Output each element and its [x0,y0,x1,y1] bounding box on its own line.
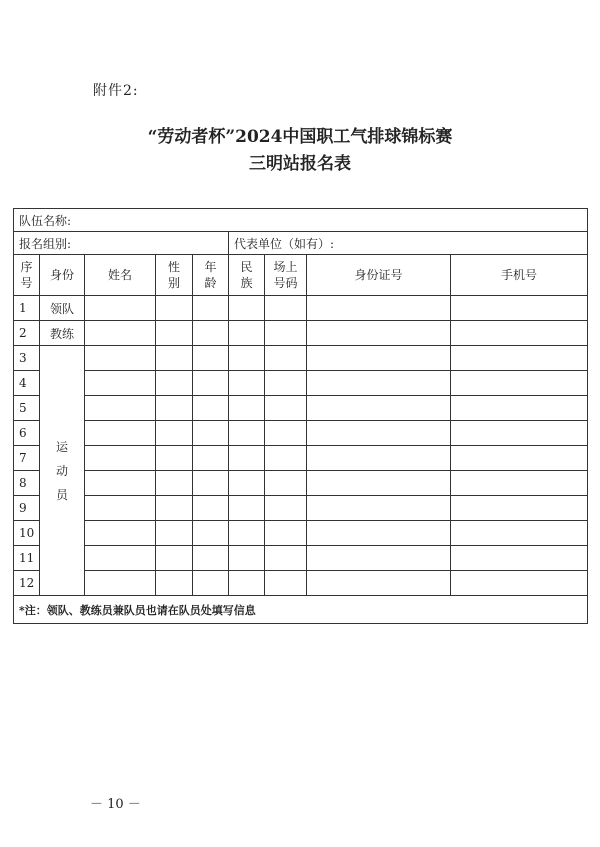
col-age: 年 龄 [193,255,229,296]
table-row [14,371,588,396]
jersey-cell[interactable] [265,571,307,596]
table-row [14,346,588,371]
name-cell[interactable] [85,496,156,521]
id-cell[interactable] [307,421,451,446]
ethnic-cell[interactable] [229,296,265,321]
form-note: *注：领队、教练员兼队员也请在队员处填写信息 [14,596,588,624]
col-role: 身份 [40,255,85,296]
ethnic-cell[interactable] [229,371,265,396]
team-name-field[interactable] [14,209,588,232]
name-cell[interactable] [85,521,156,546]
sex-cell[interactable] [156,471,193,496]
name-cell[interactable] [85,471,156,496]
phone-cell[interactable] [451,546,588,571]
role-coach: 教练 [40,321,85,346]
col-phone: 手机号 [451,255,588,296]
table-row [14,496,588,521]
ethnic-cell[interactable] [229,346,265,371]
col-seq: 序 号 [14,255,40,296]
ethnic-cell[interactable] [229,496,265,521]
jersey-cell[interactable] [265,496,307,521]
row-number: 8 [14,471,40,496]
age-cell[interactable] [193,496,229,521]
ethnic-cell[interactable] [229,421,265,446]
jersey-cell[interactable] [265,546,307,571]
jersey-cell[interactable] [265,321,307,346]
name-cell[interactable] [85,346,156,371]
age-cell[interactable] [193,471,229,496]
team-name-label: 队伍名称: [19,213,72,228]
id-cell[interactable] [307,521,451,546]
name-cell[interactable] [85,296,156,321]
row-number: 7 [14,446,40,471]
age-cell[interactable] [193,571,229,596]
unit-label: 代表单位（如有）: [234,236,335,251]
ethnic-cell[interactable] [229,396,265,421]
table-row [14,296,588,321]
row-number: 5 [14,396,40,421]
group-label: 报名组别: [19,236,72,251]
ethnic-cell[interactable] [229,571,265,596]
sex-cell[interactable] [156,521,193,546]
phone-cell[interactable] [451,446,588,471]
name-cell[interactable] [85,571,156,596]
age-cell[interactable] [193,371,229,396]
col-id: 身份证号 [307,255,451,296]
id-cell[interactable] [307,371,451,396]
page-subtitle: 三明站报名表 [249,154,351,174]
row-number: 2 [14,321,40,346]
row-number: 10 [14,521,40,546]
row-number: 9 [14,496,40,521]
phone-cell[interactable] [451,471,588,496]
col-name: 姓名 [85,255,156,296]
table-row [14,421,588,446]
sex-cell[interactable] [156,546,193,571]
jersey-cell[interactable] [265,471,307,496]
phone-cell[interactable] [451,421,588,446]
age-cell[interactable] [193,521,229,546]
sex-cell[interactable] [156,371,193,396]
col-jersey: 场上 号码 [265,255,307,296]
age-cell[interactable] [193,346,229,371]
ethnic-cell[interactable] [229,521,265,546]
table-row [14,321,588,346]
sex-cell[interactable] [156,421,193,446]
page-number: － 10 － [90,797,141,812]
table-row [14,471,588,496]
jersey-cell[interactable] [265,371,307,396]
table-row [14,521,588,546]
name-cell[interactable] [85,371,156,396]
phone-cell[interactable] [451,296,588,321]
row-number: 6 [14,421,40,446]
sex-cell[interactable] [156,346,193,371]
age-cell[interactable] [193,321,229,346]
ethnic-cell[interactable] [229,471,265,496]
jersey-cell[interactable] [265,396,307,421]
ethnic-cell[interactable] [229,546,265,571]
phone-cell[interactable] [451,371,588,396]
jersey-cell[interactable] [265,521,307,546]
id-cell[interactable] [307,296,451,321]
table-row [14,571,588,596]
name-cell[interactable] [85,396,156,421]
jersey-cell[interactable] [265,346,307,371]
role-leader: 领队 [40,296,85,321]
id-cell[interactable] [307,396,451,421]
age-cell[interactable] [193,446,229,471]
role-athlete: 运 动 员 [40,346,85,596]
name-cell[interactable] [85,546,156,571]
phone-cell[interactable] [451,521,588,546]
table-row [14,446,588,471]
name-cell[interactable] [85,321,156,346]
phone-cell[interactable] [451,496,588,521]
ethnic-cell[interactable] [229,446,265,471]
row-number: 3 [14,346,40,371]
id-cell[interactable] [307,496,451,521]
sex-cell[interactable] [156,321,193,346]
id-cell[interactable] [307,346,451,371]
id-cell[interactable] [307,571,451,596]
row-number: 11 [14,546,40,571]
id-cell[interactable] [307,546,451,571]
row-number: 4 [14,371,40,396]
jersey-cell[interactable] [265,421,307,446]
age-cell[interactable] [193,296,229,321]
sex-cell[interactable] [156,496,193,521]
ethnic-cell[interactable] [229,321,265,346]
age-cell[interactable] [193,396,229,421]
sex-cell[interactable] [156,571,193,596]
phone-cell[interactable] [451,396,588,421]
group-field[interactable] [14,232,229,255]
id-cell[interactable] [307,446,451,471]
page-title: “劳动者杯”2024中国职工气排球锦标赛 [147,127,453,147]
jersey-cell[interactable] [265,296,307,321]
col-sex: 性 别 [156,255,193,296]
attachment-label: 附件2: [93,83,139,99]
sex-cell[interactable] [156,296,193,321]
phone-cell[interactable] [451,321,588,346]
name-cell[interactable] [85,446,156,471]
col-ethnic: 民 族 [229,255,265,296]
table-row [14,396,588,421]
unit-field[interactable] [229,232,588,255]
age-cell[interactable] [193,421,229,446]
sex-cell[interactable] [156,396,193,421]
id-cell[interactable] [307,321,451,346]
jersey-cell[interactable] [265,446,307,471]
registration-form-table [13,208,588,624]
row-number: 12 [14,571,40,596]
table-row [14,546,588,571]
name-cell[interactable] [85,421,156,446]
sex-cell[interactable] [156,446,193,471]
row-number: 1 [14,296,40,321]
phone-cell[interactable] [451,571,588,596]
phone-cell[interactable] [451,346,588,371]
id-cell[interactable] [307,471,451,496]
age-cell[interactable] [193,546,229,571]
column-header-row [14,255,588,296]
